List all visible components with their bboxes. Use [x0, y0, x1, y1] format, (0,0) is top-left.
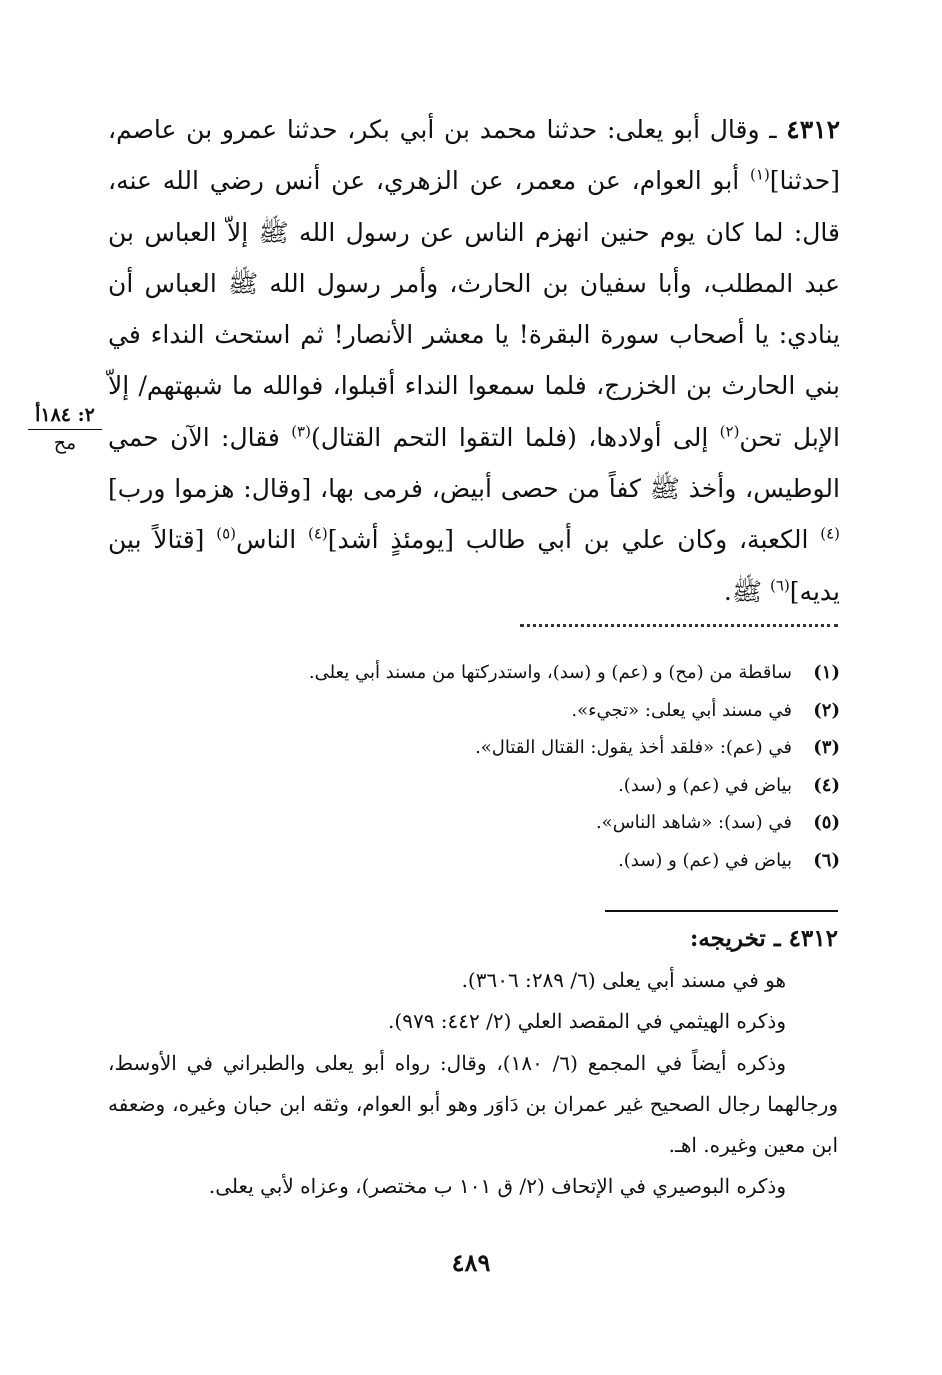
footnote-ref: (٢) [719, 422, 740, 441]
footnote-number: (٢) [813, 699, 840, 721]
hadith-text-part: ﷺ. [723, 576, 771, 606]
footnote-text: بياض في (عم) و (سد). [618, 774, 792, 796]
takhrij-section [108, 960, 838, 1208]
footnote-ref: (١) [750, 165, 770, 184]
footnote-text: في مسند أبي يعلى: «تجيء». [571, 699, 792, 721]
footnote-ref: (٦) [770, 576, 790, 595]
footnote-text: بياض في (عم) و (سد). [618, 849, 792, 871]
takhrij-paragraph: وذكره الهيثمي في المقصد العلي (٢/ ٤٤٢: ٩٧٩). [388, 1009, 786, 1034]
hadith-main-text [108, 104, 840, 617]
hadith-text-part: الناس [235, 525, 308, 555]
page-number: ٤٨٩ [451, 1248, 491, 1277]
footnote-text: ساقطة من (مح) و (عم) و (سد)، واستدركتها من مسند أبي يعلى. [308, 662, 792, 683]
hadith-text-part: الكعبة، وكان علي بن أبي طالب [يومئذٍ أشد] [327, 525, 821, 555]
footnote-ref: (٥) [216, 525, 236, 544]
manuscript-margin-note [28, 404, 102, 454]
footnote-ref: (٤) [820, 525, 840, 544]
margin-note-manuscript: مح [53, 432, 77, 454]
hadith-text-part: ـ وقال أبو يعلى: حدثنا محمد بن أبي بكر، حدثنا عمرو بن عاصم، [حدثنا] [108, 115, 840, 196]
takhrij-paragraph: هو في مسند أبي يعلى (٦/ ٢٨٩: ٣٦٠٦). [461, 968, 786, 992]
hadith-text-part: أبو العوام، عن معمر، عن الزهري، عن أنس رضي الله عنه، قال: لما كان يوم حنين انهزم الناس عن رسول الله ﷺ إلاّ العباس بن عبد المطلب، وأبا سفيان بن الحارث، وأمر رسول الله ﷺ العباس أن ينادي: يا أصحاب سورة البقرة! يا معشر الأنصار! ثم استحث النداء في بني الحارث بن الخزرج، فلما سمعوا النداء أقبلوا، فوالله ما شبهتهم/ إلاّ الإبل تحن [108, 166, 841, 452]
footnote-item [120, 804, 840, 842]
takhrij-separator [605, 910, 838, 912]
footnote-item [120, 767, 840, 805]
hadith-text-part: إلى أولادها، (فلما التقوا التحم القتال) [310, 422, 720, 452]
footnote-number: (٤) [813, 774, 840, 796]
hadith-paragraph [108, 104, 840, 617]
footnotes-list [120, 654, 840, 879]
footnote-number: (٣) [813, 737, 840, 758]
footnote-ref: (٣) [291, 422, 311, 441]
footnote-number: (٥) [813, 812, 840, 833]
hadith-text-part: فقال: الآن حمي الوطيس، وأخذ ﷺ كفاً من حصى أبيض، فرمى بها، [وقال: هزموا ورب] [108, 422, 840, 504]
footnote-item [120, 692, 840, 730]
footnote-number: (٦) [813, 849, 840, 871]
footnote-item [120, 842, 840, 880]
hadith-number: ٤٣١٢ [786, 115, 840, 144]
footnote-item [120, 654, 840, 692]
footnote-separator [520, 624, 838, 627]
footnote-text: في (سد): «شاهد الناس». [595, 812, 792, 833]
takhrij-heading: ٤٣١٢ ـ تخريجه: [689, 925, 838, 952]
takhrij-paragraph: وذكره البوصيري في الإتحاف (٢/ ق ١٠١ ب مختصر)، وعزاه لأبي يعلى. [208, 1174, 786, 1199]
margin-note-folio: ٢: ١٨٤أ [28, 404, 102, 430]
takhrij-paragraph: وذكره أيضاً في المجمع (٦/ ١٨٠)، وقال: رواه أبو يعلى والطبراني في الأوسط، ورجالهما رجال الصحيح غير عمران بن دَاوَر وهو أبو العوام، وثقه ابن حبان وغيره، وضعفه ابن معين وغيره. اهـ. [108, 1050, 838, 1158]
footnote-text: في (عم): «فلقد أخذ يقول: القتال القتال». [475, 737, 792, 758]
footnote-number: (١) [813, 662, 840, 683]
footnote-ref: (٤) [308, 525, 328, 544]
footnote-item [120, 729, 840, 767]
hadith-text-part: [قتالاً بين يديه] [108, 525, 840, 606]
